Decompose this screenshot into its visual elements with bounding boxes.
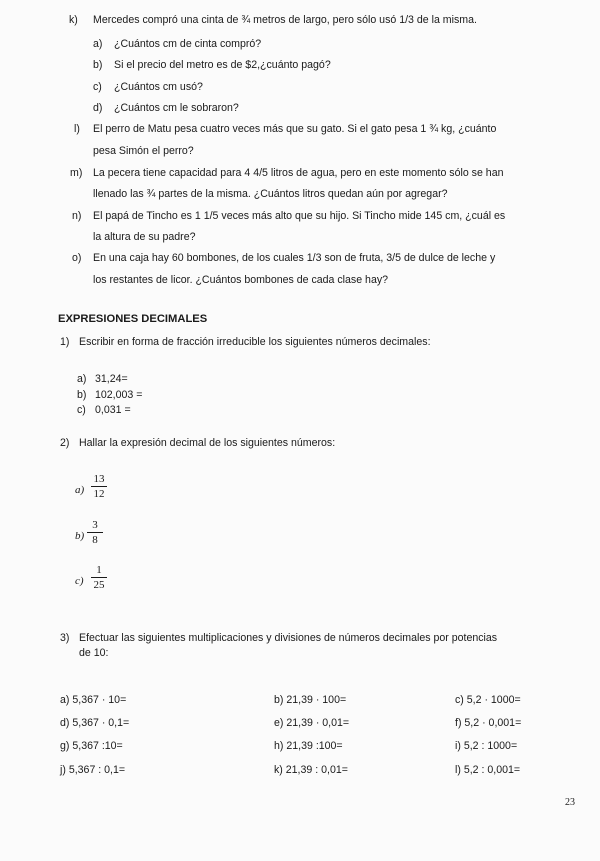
sub-text: ¿Cuántos cm usó?	[114, 81, 203, 93]
fraction	[91, 564, 107, 591]
ex3-op: j) 5,367 : 0,1=	[60, 764, 126, 776]
ex3-op: a) 5,367 · 10=	[60, 694, 127, 706]
problem-o-line2: los restantes de licor. ¿Cuántos bombones de cada clase hay?	[93, 274, 389, 286]
sub-label: a)	[93, 38, 103, 50]
section-title: EXPRESIONES DECIMALES	[58, 313, 208, 325]
fraction-bar	[87, 532, 103, 533]
ex1-item-text: 102,003 =	[95, 389, 143, 401]
ex1-item-text: 0,031 =	[95, 404, 131, 416]
ex3-op: e) 21,39 · 0,01=	[274, 717, 350, 729]
ex3-op: b) 21,39 · 100=	[274, 694, 347, 706]
fraction-denominator: 12	[93, 488, 105, 500]
ex3-op: d) 5,367 · 0,1=	[60, 717, 130, 729]
ex3-op: h) 21,39 :100=	[274, 740, 343, 752]
ex3-op: i) 5,2 : 1000=	[455, 740, 518, 752]
ex3-op: c) 5,2 · 1000=	[455, 694, 521, 706]
fraction	[91, 473, 107, 500]
problem-o-label: o)	[72, 252, 82, 264]
ex1-item-label: b)	[77, 389, 87, 401]
ex1-text: Escribir en forma de fracción irreducible los siguientes números decimales:	[79, 336, 431, 348]
fraction-numerator: 1	[96, 564, 102, 576]
problem-m-label: m)	[70, 167, 83, 179]
fraction-bar	[91, 577, 107, 578]
ex2-item-label: b)	[75, 530, 85, 542]
ex2-item-label: a)	[75, 484, 85, 496]
ex3-label: 3)	[60, 632, 70, 644]
ex1-item-text: 31,24=	[95, 373, 128, 385]
problem-m-line1: La pecera tiene capacidad para 4 4/5 litros de agua, pero en este momento sólo se han	[93, 167, 504, 179]
ex3-op: l) 5,2 : 0,001=	[455, 764, 521, 776]
sub-label: b)	[93, 59, 103, 71]
sub-label: c)	[93, 81, 102, 93]
ex2-label: 2)	[60, 437, 70, 449]
ex1-item-label: a)	[77, 373, 87, 385]
ex3-line2: de 10:	[79, 647, 109, 659]
problem-n-line2: la altura de su padre?	[93, 231, 196, 243]
ex3-line1: Efectuar las siguientes multiplicaciones y divisiones de números decimales por potencias	[79, 632, 498, 644]
ex3-op: g) 5,367 :10=	[60, 740, 123, 752]
problem-n-line1: El papá de Tincho es 1 1/5 veces más alto que su hijo. Si Tincho mide 145 cm, ¿cuál es	[93, 210, 506, 222]
fraction-denominator: 25	[93, 579, 105, 591]
fraction-denominator: 8	[92, 534, 98, 546]
problem-n-label: n)	[72, 210, 82, 222]
fraction-numerator: 3	[92, 519, 98, 531]
problem-o-line1: En una caja hay 60 bombones, de los cuales 1/3 son de fruta, 3/5 de dulce de leche y	[93, 252, 496, 264]
ex1-item-label: c)	[77, 404, 86, 416]
problem-l-line2: pesa Simón el perro?	[93, 145, 194, 157]
problem-l-line1: El perro de Matu pesa cuatro veces más que su gato. Si el gato pesa 1 ¾ kg, ¿cuánto	[93, 123, 497, 135]
ex1-label: 1)	[60, 336, 70, 348]
ex2-item-label: c)	[75, 575, 84, 587]
fraction-numerator: 13	[93, 473, 105, 485]
fraction-bar	[91, 486, 107, 487]
sub-text: ¿Cuántos cm de cinta compró?	[114, 38, 262, 50]
ex3-op: k) 21,39 : 0,01=	[274, 764, 348, 776]
problem-k-text: Mercedes compró una cinta de ¾ metros de largo, pero sólo usó 1/3 de la misma.	[93, 14, 477, 26]
ex2-text: Hallar la expresión decimal de los siguientes números:	[79, 437, 336, 449]
sub-text: Si el precio del metro es de $2,¿cuánto pagó?	[114, 59, 331, 71]
page-number: 23	[565, 797, 575, 808]
problem-k-label: k)	[69, 14, 78, 26]
fraction	[87, 519, 103, 546]
sub-label: d)	[93, 102, 103, 114]
problem-m-line2: llenado las ¾ partes de la misma. ¿Cuántos litros quedan aún por agregar?	[93, 188, 448, 200]
sub-text: ¿Cuántos cm le sobraron?	[114, 102, 239, 114]
ex3-op: f) 5,2 · 0,001=	[455, 717, 522, 729]
problem-l-label: l)	[74, 123, 80, 135]
